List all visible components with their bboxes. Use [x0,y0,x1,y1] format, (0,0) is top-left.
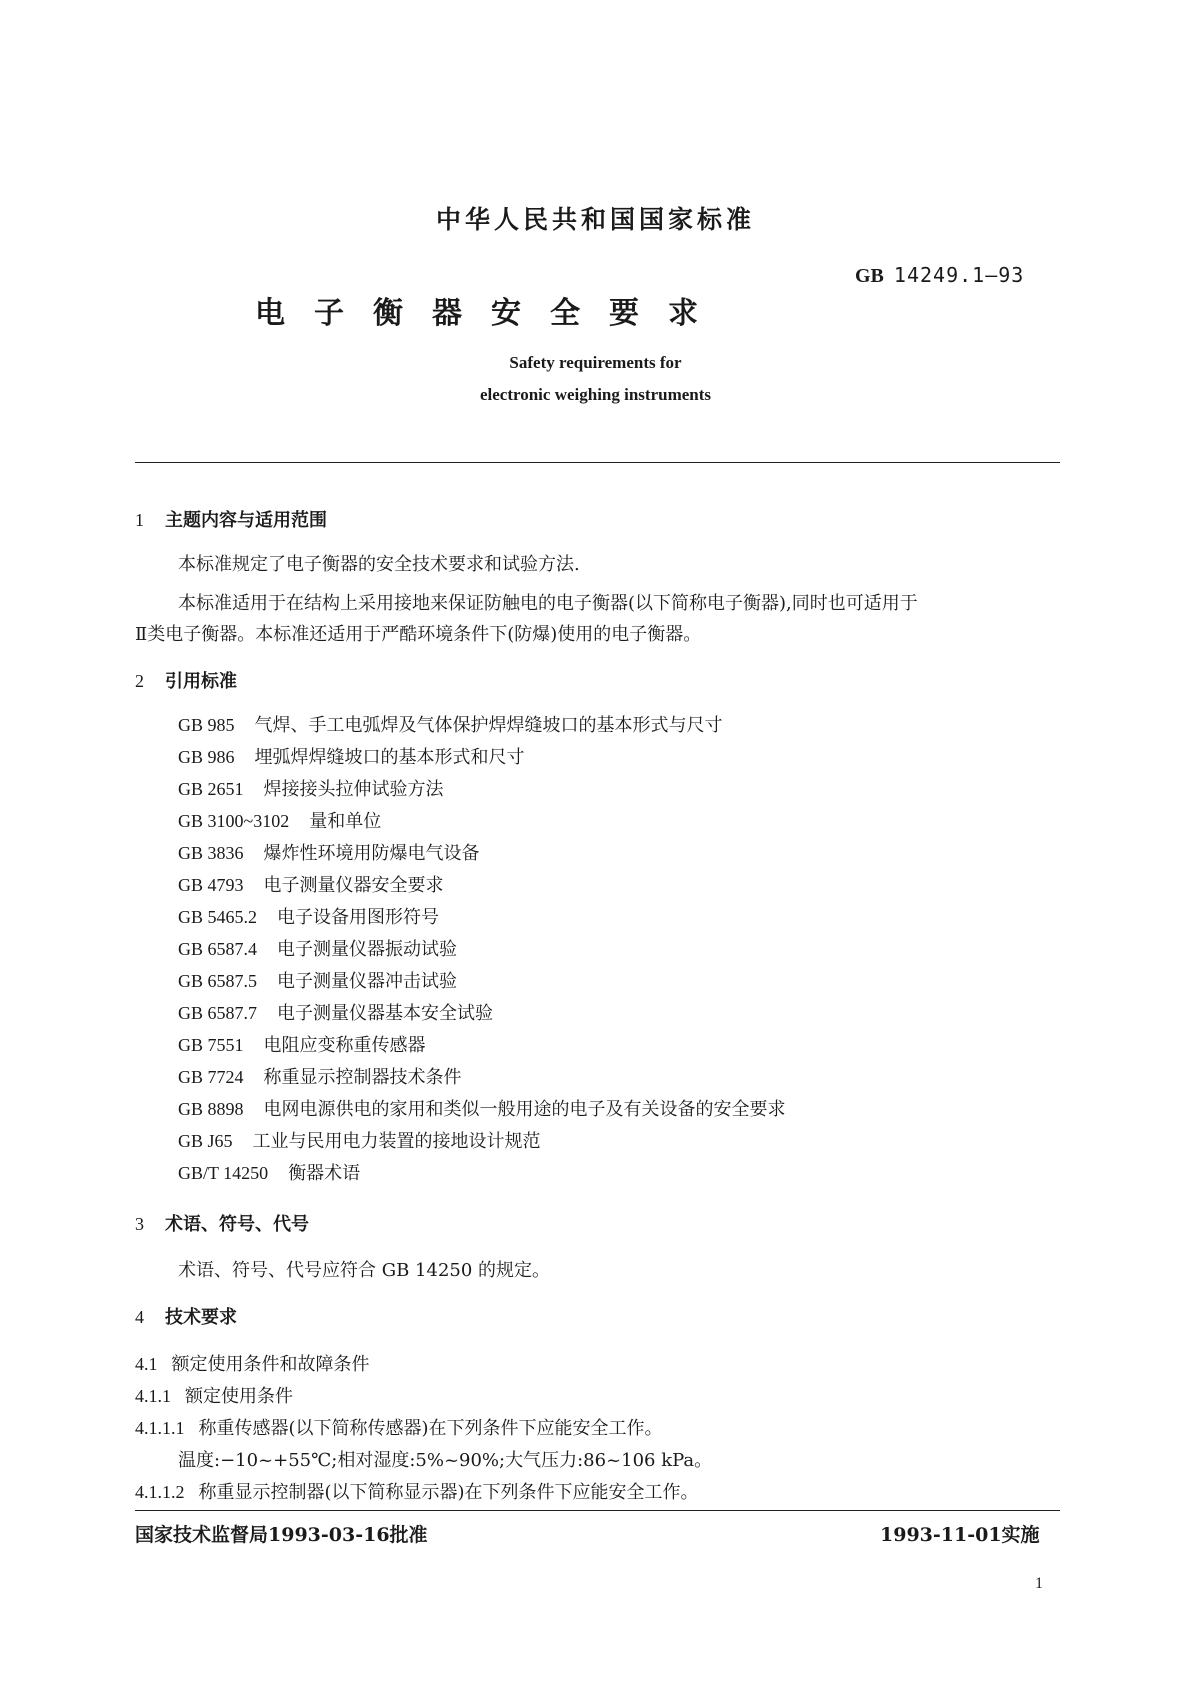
header-divider [135,462,1060,463]
reference-code: GB 3100~3102 [178,811,290,831]
approval-date: 国家技术监督局1993-03-16批准 [135,1524,428,1546]
reference-code: GB/T 14250 [178,1163,269,1183]
standard-code-prefix: GB [855,265,884,287]
clause-4-1-1-1 [135,1414,663,1440]
standard-code-number: 14249.1—93 [893,263,1025,287]
effective-date: 1993-11-01实施 [880,1524,1040,1546]
clause-text: 称重显示控制器(以下简称显示器)在下列条件下应能安全工作。 [198,1482,699,1503]
clause-4-1 [135,1350,370,1376]
reference-title: 焊接接头拉伸试验方法 [263,779,444,800]
reference-code: GB 7724 [178,1067,244,1087]
section-4-heading [135,1303,237,1329]
english-title-line-1: Safety requirements for [509,353,682,372]
reference-item [178,775,444,801]
clause-4-1-1-2 [135,1478,699,1504]
reference-code: GB 986 [178,747,235,767]
reference-code: GB 6587.5 [178,971,258,991]
reference-item [178,967,457,993]
reference-title: 电子设备用图形符号 [277,907,440,928]
reference-title: 电子测量仪器安全要求 [263,875,444,896]
clause-number: 4.1 [135,1354,158,1374]
reference-code: GB 7551 [178,1035,244,1055]
reference-code: GB 6587.7 [178,1003,258,1023]
operating-conditions: 温度:−10~+55℃;相对湿度:5%~90%;大气压力:86~106 kPa。 [178,1450,713,1471]
reference-title: 电网电源供电的家用和类似一般用途的电子及有关设备的安全要求 [263,1099,786,1120]
reference-title: 量和单位 [309,811,382,832]
reference-code: GB J65 [178,1131,233,1151]
reference-title: 气焊、手工电弧焊及气体保护焊焊缝坡口的基本形式与尺寸 [254,715,723,736]
section-title: 引用标准 [165,671,237,692]
reference-code: GB 6587.4 [178,939,258,959]
reference-code: GB 985 [178,715,235,735]
reference-title: 电子测量仪器基本安全试验 [277,1003,494,1024]
clause-number: 4.1.1.1 [135,1418,185,1438]
section-1-paragraph-1: 本标准规定了电子衡器的安全技术要求和试验方法. [178,554,580,575]
reference-item [178,903,439,929]
reference-item [178,999,493,1025]
reference-item [178,1031,426,1057]
reference-item [178,711,723,737]
clause-4-1-1 [135,1382,293,1408]
reference-title: 埋弧焊焊缝坡口的基本形式和尺寸 [254,747,525,768]
reference-title: 电阻应变称重传感器 [263,1035,426,1056]
reference-title: 电子测量仪器冲击试验 [277,971,458,992]
reference-code: GB 2651 [178,779,244,799]
clause-number: 4.1.1 [135,1386,171,1406]
footer-divider [135,1510,1060,1511]
reference-title: 衡器术语 [288,1163,361,1184]
section-number: 3 [135,1214,144,1234]
reference-title: 称重显示控制器技术条件 [263,1067,462,1088]
reference-item [178,839,480,865]
clause-text: 额定使用条件 [185,1386,293,1407]
document-title: 电子衡器安全要求 [255,296,727,331]
reference-item [178,807,381,833]
reference-code: GB 5465.2 [178,907,258,927]
section-title: 主题内容与适用范围 [165,510,327,531]
section-title: 技术要求 [165,1307,237,1328]
section-2-heading [135,667,237,693]
reference-item [178,1127,541,1153]
reference-title: 电子测量仪器振动试验 [277,939,458,960]
reference-code: GB 4793 [178,875,244,895]
section-1-heading [135,506,327,532]
standard-code [855,263,1024,288]
reference-code: GB 8898 [178,1099,244,1119]
page-number: 1 [1035,1575,1043,1592]
reference-item [178,871,444,897]
section-number: 2 [135,671,144,691]
reference-title: 工业与民用电力装置的接地设计规范 [252,1131,541,1152]
section-3-heading [135,1210,309,1236]
clause-number: 4.1.1.2 [135,1482,185,1502]
clause-text: 称重传感器(以下简称传感器)在下列条件下应能安全工作。 [198,1418,663,1439]
reference-item [178,1063,462,1089]
section-title: 术语、符号、代号 [165,1214,309,1235]
english-title-line-2: electronic weighing instruments [479,385,712,404]
reference-title: 爆炸性环境用防爆电气设备 [263,843,480,864]
section-number: 1 [135,510,144,530]
reference-item [178,1095,786,1121]
reference-item [178,743,525,769]
section-3-paragraph: 术语、符号、代号应符合 GB 14250 的规定。 [178,1260,551,1281]
reference-item [178,1159,360,1185]
section-1-paragraph-2-line-1: 本标准适用于在结构上采用接地来保证防触电的电子衡器(以下简称电子衡器),同时也可适用于 [178,593,918,614]
reference-code: GB 3836 [178,843,244,863]
reference-item [178,935,457,961]
section-1-paragraph-2-line-2: Ⅱ类电子衡器。本标准还适用于严酷环境条件下(防爆)使用的电子衡器。 [135,624,702,645]
section-number: 4 [135,1307,144,1327]
national-standard-title: 中华人民共和国国家标准 [435,205,755,234]
clause-text: 额定使用条件和故障条件 [171,1354,370,1375]
